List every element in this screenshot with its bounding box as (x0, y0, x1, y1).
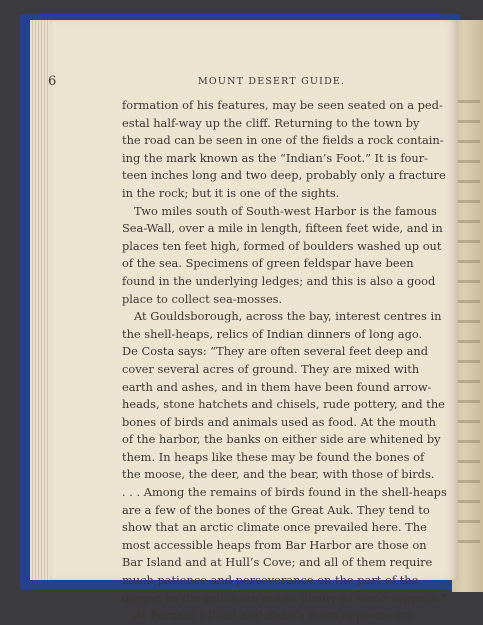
text-line: formation of his features, may be seen seated on a ped- (122, 98, 443, 112)
text-line: much patience and perseverance on the part of the (122, 573, 419, 588)
text-line: the shell-heaps, relics of Indian dinners of long ago. (122, 326, 423, 341)
text-line: them. In heaps like these may be found the bones of (122, 449, 425, 464)
running-head: MOUNT DESERT GUIDE. (198, 76, 346, 87)
text-line: estal half-way up the cliff. Returning to the town by (122, 115, 420, 130)
text-line: Sea-Wall, over a mile in length, fifteen feet wide, and in (122, 221, 443, 236)
text-line: At Gouldsborough, across the bay, interest centres in (134, 309, 442, 324)
text-line: are a few of the bones of the Great Auk. They tend to (122, 502, 430, 517)
text-line: the road can be seen in one of the fields a rock contain- (122, 133, 444, 148)
text-line: . . . Among the remains of birds found in the shell-heaps (122, 485, 447, 500)
text-line: places ten feet high, formed of boulders washed up out (122, 238, 442, 253)
paragraph (122, 97, 446, 203)
text-line: At Fernald’s Point and Sand’s Point opposite are (134, 608, 414, 623)
text-line: of the harbor, the banks on either side are whitened by (122, 432, 441, 447)
text-line: Bar Island and at Hull’s Cove; and all of them require (122, 555, 433, 570)
paragraph (122, 607, 414, 625)
text-line: show that an arctic climate once prevailed here. The (122, 520, 427, 535)
text-line: heads, stone hatchets and chisels, rude pottery, and the (122, 397, 445, 412)
text-line: in the rock; but it is one of the sights. (122, 185, 340, 200)
page-body-text (122, 97, 448, 625)
text-line: cover several acres of ground. They are mixed with (122, 361, 420, 376)
text-line: the moose, the deer, and the bear, with those of birds. (122, 467, 435, 482)
paragraph (122, 308, 448, 607)
text-line: bones of birds and animals used as food. At the mouth (122, 414, 436, 429)
text-line: earth and ashes, and in them have been found arrow- (122, 379, 432, 394)
text-line: found in the underlying ledges; and this is also a good (122, 273, 436, 288)
text-line: place to collect sea-mosses. (122, 291, 283, 306)
text-line: De Costa says: “They are often several feet deep and (122, 344, 429, 359)
text-line: teen inches long and two deep, probably only a fracture (122, 168, 446, 183)
text-line: Two miles south of South-west Harbor is the famous (134, 203, 437, 218)
text-line: ing the mark known as the “Indian’s Foot.” It is four- (122, 150, 429, 165)
page-number: 6 (48, 74, 57, 89)
text-line: of the sea. Specimens of green feldspar have been (122, 256, 414, 271)
text-line: most accessible heaps from Bar Harbor are those on (122, 537, 427, 552)
paragraph (122, 203, 443, 309)
text-line: digger, as the relics are not so plenty as some suppose.” (122, 590, 448, 605)
page-edges (30, 20, 50, 580)
